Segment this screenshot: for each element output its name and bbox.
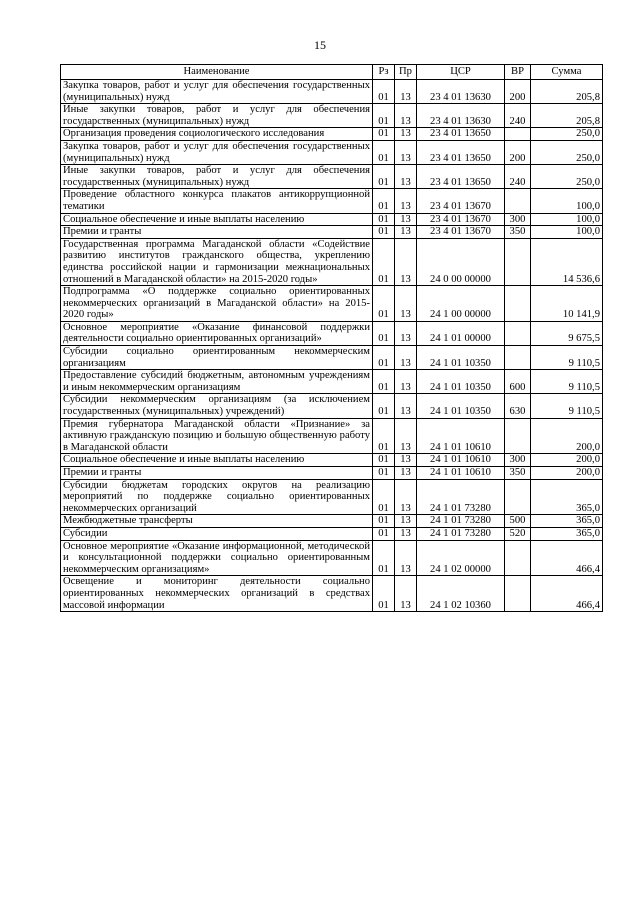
cell-csr: 24 1 01 10350: [417, 394, 505, 418]
cell-name: Субсидии некоммерческим организациям (за исключением государственных (муниципальных) учреждений): [61, 394, 373, 418]
cell-sum: 365,0: [531, 527, 603, 540]
cell-pr: 13: [395, 321, 417, 345]
cell-vr: 350: [505, 467, 531, 480]
cell-csr: 24 1 01 00000: [417, 321, 505, 345]
cell-rz: 01: [373, 128, 395, 141]
table-row: [61, 454, 603, 467]
cell-name: Проведение областного конкурса плакатов антикоррупционной тематики: [61, 189, 373, 213]
header-vr: ВР: [505, 65, 531, 80]
cell-rz: 01: [373, 213, 395, 226]
header-sum: Сумма: [531, 65, 603, 80]
cell-sum: 466,4: [531, 576, 603, 612]
cell-sum: 9 675,5: [531, 321, 603, 345]
cell-pr: 13: [395, 418, 417, 454]
cell-sum: 14 536,6: [531, 238, 603, 285]
cell-csr: 23 4 01 13670: [417, 226, 505, 239]
cell-pr: 13: [395, 576, 417, 612]
cell-pr: 13: [395, 226, 417, 239]
cell-sum: 200,0: [531, 418, 603, 454]
budget-table: [60, 64, 603, 612]
cell-pr: 13: [395, 479, 417, 515]
cell-rz: 01: [373, 454, 395, 467]
cell-name: Субсидии социально ориентированным некоммерческим организациям: [61, 346, 373, 370]
cell-name: Социальное обеспечение и иные выплаты населению: [61, 213, 373, 226]
cell-csr: 24 0 00 00000: [417, 238, 505, 285]
cell-vr: 520: [505, 527, 531, 540]
cell-name: Закупка товаров, работ и услуг для обеспечения государственных (муниципальных) нужд: [61, 80, 373, 104]
cell-pr: 13: [395, 370, 417, 394]
cell-pr: 13: [395, 189, 417, 213]
table-row: [61, 394, 603, 418]
cell-name: Субсидии бюджетам городских округов на реализацию мероприятий по поддержке социально ориентированных некоммерческих организаций: [61, 479, 373, 515]
cell-rz: 01: [373, 515, 395, 528]
cell-vr: 240: [505, 104, 531, 128]
table-row: [61, 540, 603, 576]
page-number: 15: [314, 38, 326, 52]
table-row: [61, 213, 603, 226]
cell-csr: 24 1 01 73280: [417, 527, 505, 540]
cell-pr: 13: [395, 104, 417, 128]
cell-csr: 24 1 02 10360: [417, 576, 505, 612]
table-row: [61, 128, 603, 141]
cell-pr: 13: [395, 527, 417, 540]
cell-rz: 01: [373, 165, 395, 189]
cell-vr: [505, 576, 531, 612]
cell-pr: 13: [395, 394, 417, 418]
cell-csr: 24 1 01 73280: [417, 479, 505, 515]
cell-vr: 240: [505, 165, 531, 189]
cell-rz: 01: [373, 226, 395, 239]
cell-rz: 01: [373, 576, 395, 612]
cell-name: Закупка товаров, работ и услуг для обеспечения государственных (муниципальных) нужд: [61, 140, 373, 164]
cell-rz: 01: [373, 527, 395, 540]
table-row: [61, 189, 603, 213]
table-row: [61, 370, 603, 394]
cell-csr: 24 1 01 10610: [417, 467, 505, 480]
table-body: [61, 80, 603, 612]
cell-pr: 13: [395, 213, 417, 226]
cell-sum: 10 141,9: [531, 286, 603, 322]
table-row: [61, 479, 603, 515]
cell-rz: 01: [373, 286, 395, 322]
table-row: [61, 80, 603, 104]
cell-name: Иные закупки товаров, работ и услуг для обеспечения государственных (муниципальных) нужд: [61, 104, 373, 128]
cell-sum: 205,8: [531, 80, 603, 104]
cell-name: Государственная программа Магаданской области «Содействие развитию институтов гражданского общества, укреплению единства российской нации и гармонизации межнациональных отношений в Магаданской области» на 2015-2020 годы»: [61, 238, 373, 285]
table-row: [61, 321, 603, 345]
cell-csr: 24 1 02 00000: [417, 540, 505, 576]
cell-sum: 250,0: [531, 140, 603, 164]
cell-csr: 23 4 01 13670: [417, 189, 505, 213]
cell-name: Межбюджетные трансферты: [61, 515, 373, 528]
cell-sum: 365,0: [531, 479, 603, 515]
cell-vr: 350: [505, 226, 531, 239]
cell-rz: 01: [373, 346, 395, 370]
cell-rz: 01: [373, 370, 395, 394]
cell-pr: 13: [395, 128, 417, 141]
cell-pr: 13: [395, 467, 417, 480]
cell-sum: 9 110,5: [531, 346, 603, 370]
cell-sum: 100,0: [531, 189, 603, 213]
cell-name: Премия губернатора Магаданской области «Признание» за активную гражданскую позицию и большую общественную работу в Магаданской области: [61, 418, 373, 454]
cell-name: Подпрограмма «О поддержке социально ориентированных некоммерческих организаций в Магаданской области» на 2015-2020 годы»: [61, 286, 373, 322]
cell-rz: 01: [373, 479, 395, 515]
cell-pr: 13: [395, 286, 417, 322]
cell-csr: 23 4 01 13630: [417, 104, 505, 128]
cell-csr: 23 4 01 13650: [417, 165, 505, 189]
cell-rz: 01: [373, 540, 395, 576]
cell-name: Социальное обеспечение и иные выплаты населению: [61, 454, 373, 467]
cell-pr: 13: [395, 140, 417, 164]
cell-sum: 200,0: [531, 454, 603, 467]
cell-sum: 100,0: [531, 226, 603, 239]
table-row: [61, 467, 603, 480]
cell-rz: 01: [373, 140, 395, 164]
cell-pr: 13: [395, 540, 417, 576]
table-row: [61, 346, 603, 370]
cell-name: Предоставление субсидий бюджетным, автономным учреждениям и иным некоммерческим организациям: [61, 370, 373, 394]
cell-vr: [505, 128, 531, 141]
cell-sum: 100,0: [531, 213, 603, 226]
cell-rz: 01: [373, 321, 395, 345]
cell-pr: 13: [395, 80, 417, 104]
cell-rz: 01: [373, 104, 395, 128]
header-csr: ЦСР: [417, 65, 505, 80]
cell-pr: 13: [395, 515, 417, 528]
cell-vr: 600: [505, 370, 531, 394]
cell-csr: 23 4 01 13670: [417, 213, 505, 226]
cell-sum: 9 110,5: [531, 394, 603, 418]
table-row: [61, 418, 603, 454]
cell-csr: 23 4 01 13650: [417, 128, 505, 141]
cell-vr: [505, 321, 531, 345]
cell-csr: 24 1 00 00000: [417, 286, 505, 322]
cell-vr: [505, 346, 531, 370]
cell-csr: 24 1 01 10610: [417, 418, 505, 454]
cell-sum: 250,0: [531, 165, 603, 189]
cell-rz: 01: [373, 80, 395, 104]
header-name: Наименование: [61, 65, 373, 80]
cell-csr: 23 4 01 13650: [417, 140, 505, 164]
cell-vr: 200: [505, 140, 531, 164]
cell-vr: 630: [505, 394, 531, 418]
cell-vr: [505, 540, 531, 576]
cell-vr: [505, 238, 531, 285]
header-row: [61, 65, 603, 80]
table-row: [61, 576, 603, 612]
table-row: [61, 286, 603, 322]
cell-pr: 13: [395, 346, 417, 370]
cell-rz: 01: [373, 467, 395, 480]
cell-rz: 01: [373, 418, 395, 454]
cell-sum: 250,0: [531, 128, 603, 141]
table-row: [61, 165, 603, 189]
cell-pr: 13: [395, 238, 417, 285]
cell-pr: 13: [395, 454, 417, 467]
header-rz: Рз: [373, 65, 395, 80]
cell-sum: 466,4: [531, 540, 603, 576]
cell-csr: 24 1 01 10610: [417, 454, 505, 467]
table-row: [61, 238, 603, 285]
cell-vr: [505, 479, 531, 515]
cell-name: Основное мероприятие «Оказание информационной, методической и консультационной поддержки социально ориентированным некоммерческим организациям»: [61, 540, 373, 576]
cell-vr: 200: [505, 80, 531, 104]
cell-vr: 300: [505, 213, 531, 226]
cell-rz: 01: [373, 189, 395, 213]
cell-sum: 205,8: [531, 104, 603, 128]
cell-csr: 23 4 01 13630: [417, 80, 505, 104]
cell-vr: [505, 189, 531, 213]
header-pr: Пр: [395, 65, 417, 80]
cell-name: Иные закупки товаров, работ и услуг для обеспечения государственных (муниципальных) нужд: [61, 165, 373, 189]
cell-name: Премии и гранты: [61, 467, 373, 480]
cell-sum: 9 110,5: [531, 370, 603, 394]
table-row: [61, 527, 603, 540]
cell-name: Премии и гранты: [61, 226, 373, 239]
cell-vr: [505, 286, 531, 322]
table-row: [61, 515, 603, 528]
cell-csr: 24 1 01 10350: [417, 346, 505, 370]
cell-rz: 01: [373, 394, 395, 418]
cell-csr: 24 1 01 73280: [417, 515, 505, 528]
table-row: [61, 104, 603, 128]
cell-vr: 300: [505, 454, 531, 467]
cell-name: Освещение и мониторинг деятельности социально ориентированных некоммерческих организаций в средствах массовой информации: [61, 576, 373, 612]
cell-vr: [505, 418, 531, 454]
cell-vr: 500: [505, 515, 531, 528]
cell-name: Основное мероприятие «Оказание финансовой поддержки деятельности социально ориентированных организаций»: [61, 321, 373, 345]
table-row: [61, 226, 603, 239]
cell-csr: 24 1 01 10350: [417, 370, 505, 394]
cell-sum: 365,0: [531, 515, 603, 528]
cell-name: Субсидии: [61, 527, 373, 540]
table-row: [61, 140, 603, 164]
cell-rz: 01: [373, 238, 395, 285]
cell-sum: 200,0: [531, 467, 603, 480]
cell-name: Организация проведения социологического исследования: [61, 128, 373, 141]
cell-pr: 13: [395, 165, 417, 189]
